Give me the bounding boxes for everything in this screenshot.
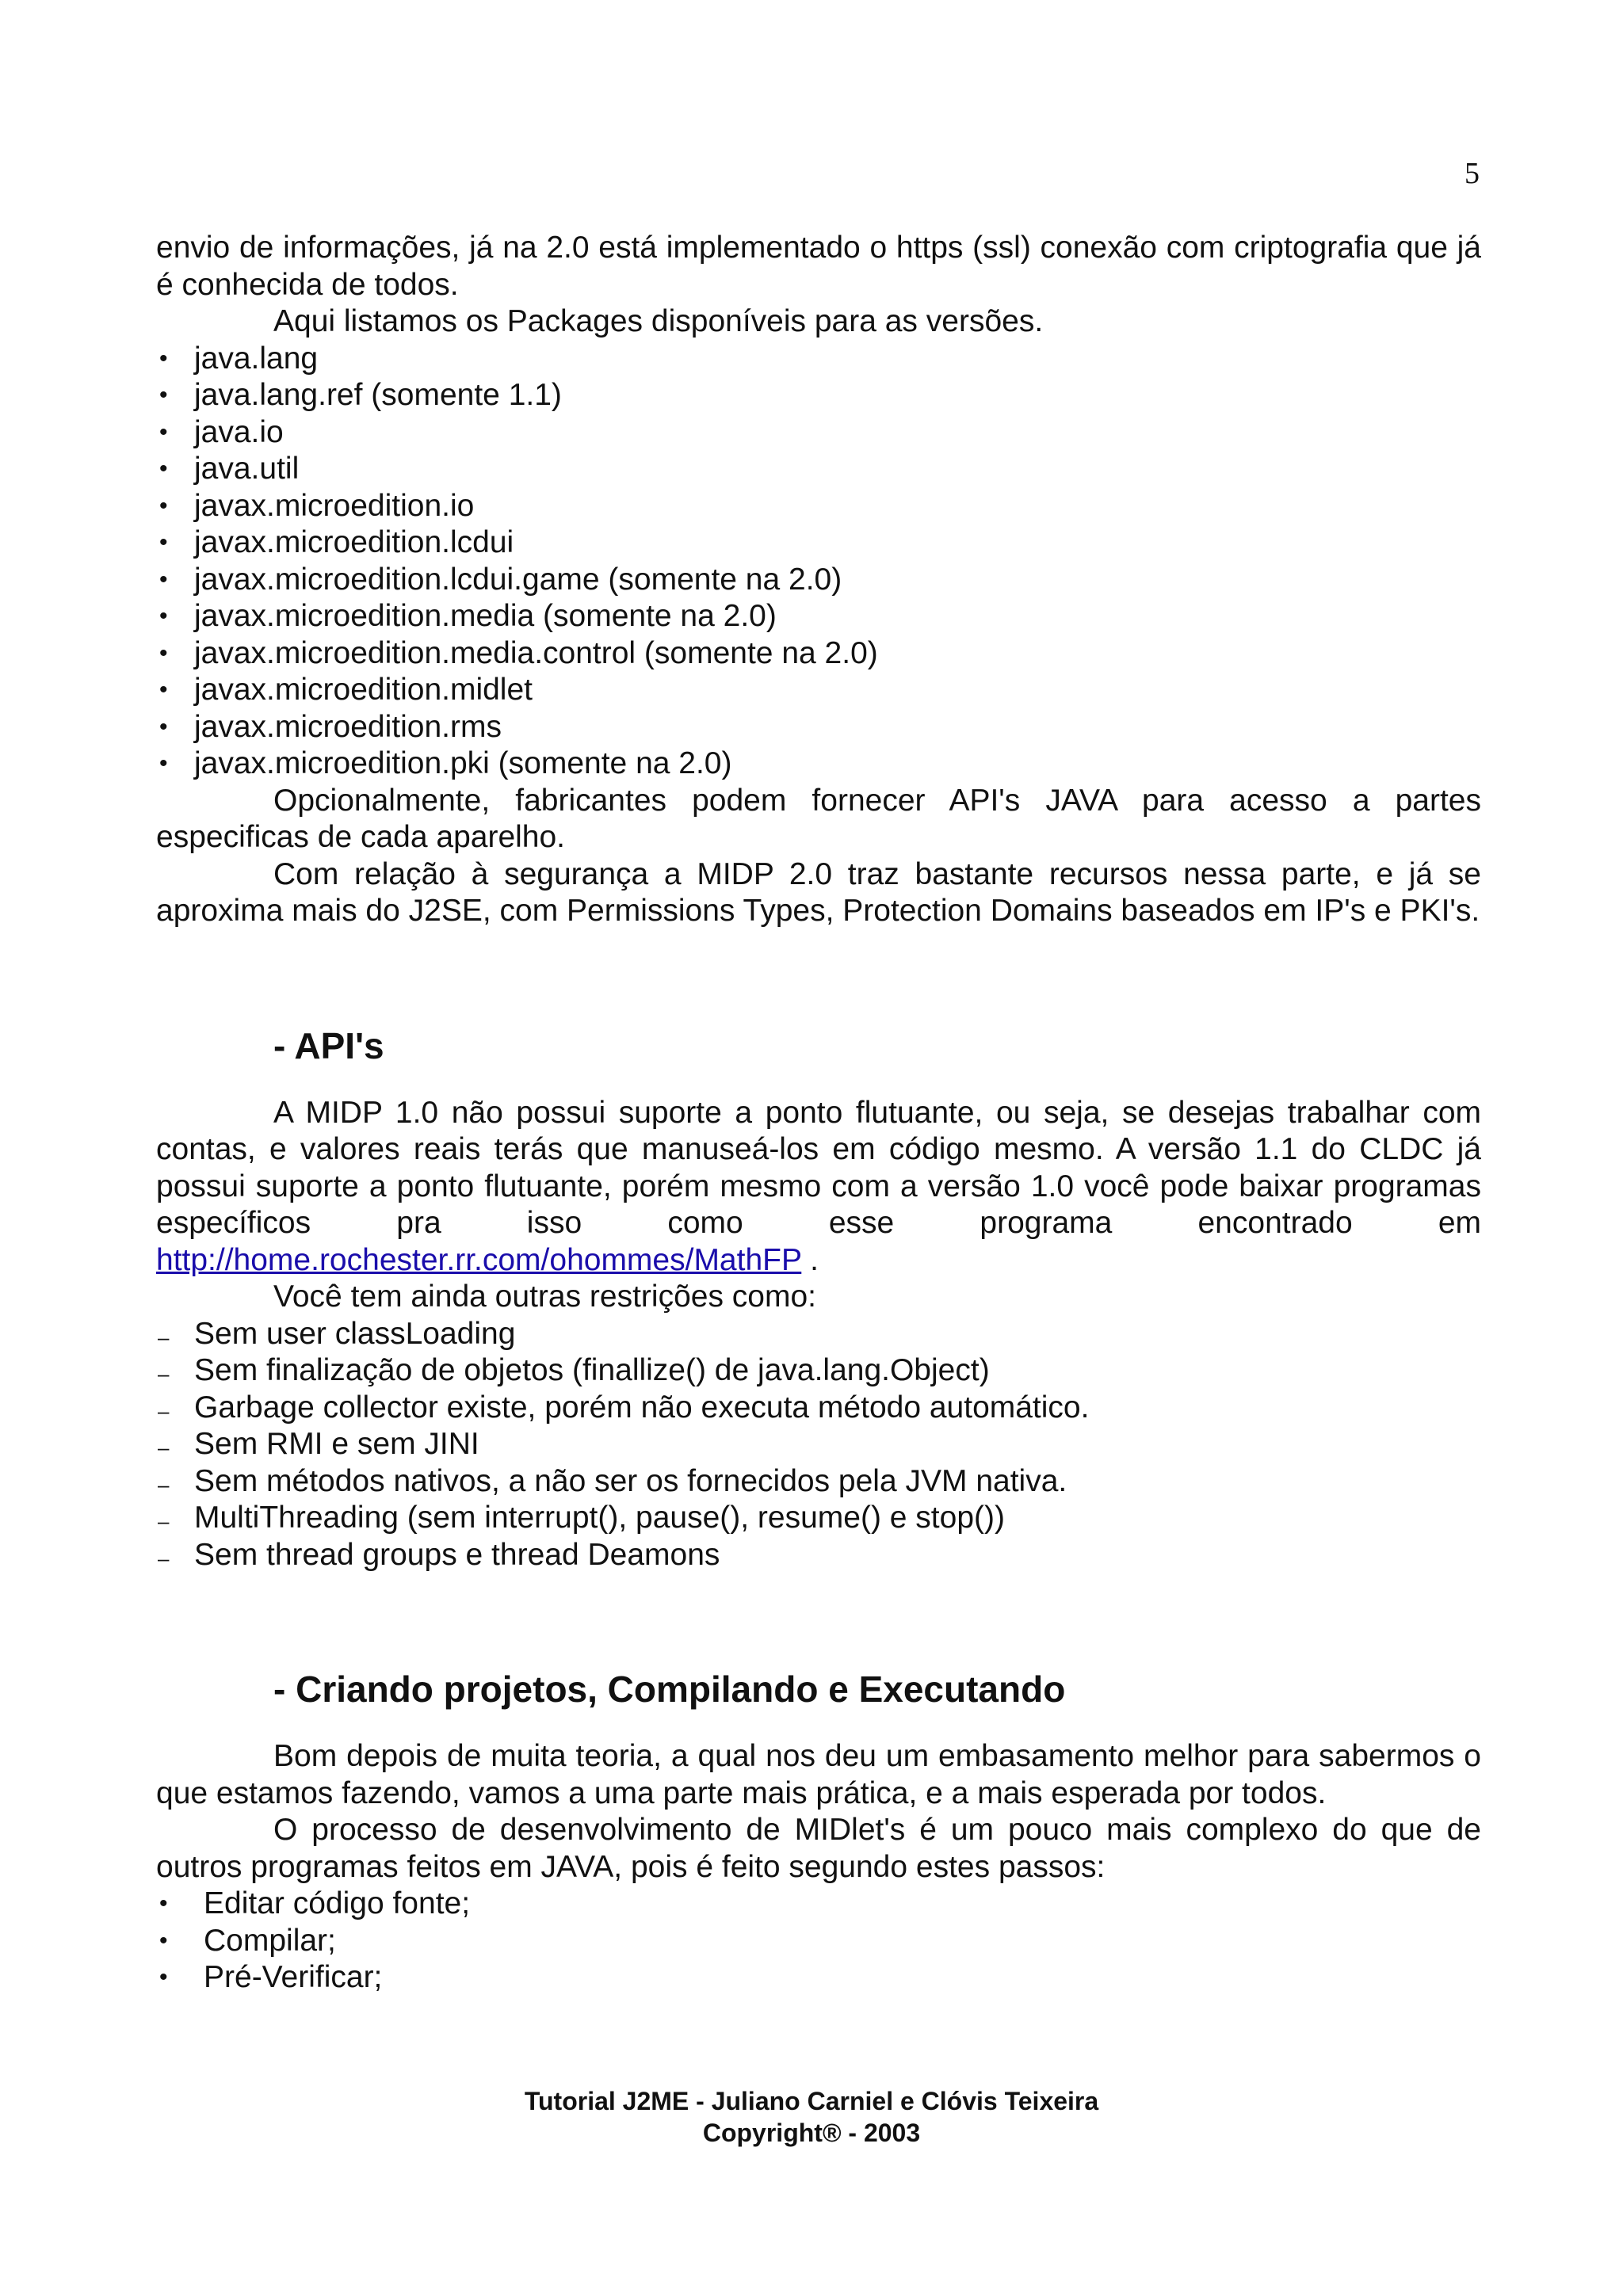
list-item <box>156 377 1481 414</box>
list-item <box>156 1537 1481 1574</box>
dash-icon: – <box>158 1362 170 1386</box>
dash-icon: – <box>158 1436 170 1459</box>
intro-paragraph-4: Com relação à segurança a MIDP 2.0 traz bastante recursos nessa parte, e já se aproxima mais do J2SE, com Permissions Types, Protection Domains baseados em IP's e PKI's. <box>156 856 1481 928</box>
dash-icon: – <box>158 1398 170 1423</box>
dash-icon: – <box>158 1509 170 1533</box>
bullet-icon: • <box>159 529 168 555</box>
list-item <box>156 1316 1481 1353</box>
list-item <box>156 672 1481 709</box>
bullet-icon: • <box>159 456 168 482</box>
list-item-text: Compilar; <box>204 1923 336 1958</box>
bullet-icon: • <box>159 750 168 776</box>
apis-paragraph-2: Você tem ainda outras restrições como: <box>273 1280 816 1314</box>
list-item-text: Editar código fonte; <box>204 1886 471 1920</box>
list-item-text: javax.microedition.io <box>194 488 475 523</box>
list-item <box>156 414 1481 452</box>
list-item-text: Sem finalização de objetos (finallize() de java.lang.Object) <box>194 1353 990 1387</box>
bullet-icon: • <box>159 603 168 629</box>
list-item <box>156 1886 1481 1923</box>
list-item <box>156 488 1481 525</box>
page-footer <box>0 2085 1623 2149</box>
list-item-text: javax.microedition.media.control (somente na 2.0) <box>194 635 878 670</box>
list-item <box>156 1463 1481 1501</box>
bullet-icon: • <box>159 1890 168 1917</box>
list-item <box>156 451 1481 488</box>
list-item <box>156 1500 1481 1537</box>
list-item <box>156 746 1481 783</box>
dash-icon: – <box>158 1325 170 1349</box>
bullet-icon: • <box>159 713 168 740</box>
list-item-text: Sem métodos nativos, a não ser os fornecidos pela JVM nativa. <box>194 1463 1067 1498</box>
intro-paragraph-1: envio de informações, já na 2.0 está implementado o https (ssl) conexão com criptografia que já é conhecida de todos. <box>156 231 1481 302</box>
bullet-icon: • <box>159 677 168 703</box>
list-item-text: Sem thread groups e thread Deamons <box>194 1537 720 1572</box>
page-number: 5 <box>1465 157 1480 190</box>
steps-list <box>156 1886 1481 1997</box>
heading-spacer <box>156 1711 1481 1738</box>
bullet-icon: • <box>159 1927 168 1954</box>
list-item-text: javax.microedition.lcdui.game (somente na 2.0) <box>194 562 842 597</box>
list-item <box>156 1959 1481 1997</box>
list-item <box>156 562 1481 599</box>
list-item-text: Sem RMI e sem JINI <box>194 1427 479 1461</box>
dash-icon: – <box>158 1546 170 1570</box>
footer-copyright: Copyright® - 2003 <box>702 2119 921 2147</box>
bullet-icon: • <box>159 492 168 519</box>
list-item-text: javax.microedition.midlet <box>194 673 533 707</box>
projects-paragraph-2: O processo de desenvolvimento de MIDlet's é um pouco mais complexo do que de outros programas feitos em JAVA, pois é feito segundo estes passos: <box>156 1813 1481 1884</box>
mathfp-link[interactable]: http://home.rochester.rr.com/ohommes/MathFP <box>156 1242 802 1277</box>
list-item-text: javax.microedition.rms <box>194 709 502 744</box>
intro-paragraph-2: Aqui listamos os Packages disponíveis para as versões. <box>273 304 1044 338</box>
footer-title: Tutorial J2ME - Juliano Carniel e Clóvis Teixeira <box>524 2087 1099 2115</box>
bullet-icon: • <box>159 418 168 445</box>
list-item <box>156 341 1481 378</box>
list-item-text: Pré-Verificar; <box>204 1960 383 1994</box>
apis-paragraph-1 <box>156 1095 1481 1280</box>
list-item <box>156 598 1481 635</box>
list-item-text: java.io <box>194 414 284 449</box>
list-item-text: Sem user classLoading <box>194 1316 516 1351</box>
list-item-text: javax.microedition.media (somente na 2.0) <box>194 599 777 633</box>
section-spacer <box>156 930 1481 1024</box>
document-body <box>156 230 1481 1997</box>
dash-icon: – <box>158 1472 170 1497</box>
list-item-text: javax.microedition.pki (somente na 2.0) <box>194 746 732 780</box>
list-item <box>156 524 1481 562</box>
restrictions-list <box>156 1316 1481 1574</box>
list-item <box>156 1923 1481 1960</box>
bullet-icon: • <box>159 639 168 666</box>
bullet-icon: • <box>159 1964 168 1990</box>
packages-list <box>156 341 1481 783</box>
list-item <box>156 1352 1481 1390</box>
list-item-text: java.lang.ref (somente 1.1) <box>194 378 562 412</box>
list-item-text: javax.microedition.lcdui <box>194 525 514 559</box>
section-heading-apis: - API's <box>273 1024 384 1066</box>
list-item-text: java.lang <box>194 341 319 376</box>
heading-spacer <box>156 1068 1481 1095</box>
apis-paragraph-1-text: A MIDP 1.0 não possui suporte a ponto flutuante, ou seja, se desejas trabalhar com contas, e valores reais terás que manuseá-los em código mesmo. A versão 1.1 do CLDC já possui suporte a ponto flutuante, porém mesmo com a versão 1.0 você pode baixar programas específicos pra isso como esse programa encontrado em <box>156 1095 1481 1240</box>
bullet-icon: • <box>159 382 168 408</box>
list-item <box>156 1390 1481 1427</box>
list-item-text: Garbage collector existe, porém não executa método automático. <box>194 1390 1090 1425</box>
section-spacer <box>156 1573 1481 1667</box>
bullet-icon: • <box>159 345 168 372</box>
projects-paragraph-1: Bom depois de muita teoria, a qual nos deu um embasamento melhor para sabermos o que estamos fazendo, vamos a uma parte mais prática, e a mais esperada por todos. <box>156 1739 1481 1810</box>
list-item-text: MultiThreading (sem interrupt(), pause(), resume() e stop()) <box>194 1501 1005 1535</box>
list-item <box>156 635 1481 673</box>
intro-paragraph-3: Opcionalmente, fabricantes podem fornecer API's JAVA para acesso a partes especificas de cada aparelho. <box>156 783 1481 854</box>
list-item <box>156 709 1481 746</box>
list-item-text: java.util <box>194 452 300 486</box>
list-item <box>156 1426 1481 1463</box>
section-heading-projects: - Criando projetos, Compilando e Executando <box>273 1669 1066 1710</box>
bullet-icon: • <box>159 566 168 593</box>
apis-paragraph-1-end: . <box>801 1242 819 1277</box>
